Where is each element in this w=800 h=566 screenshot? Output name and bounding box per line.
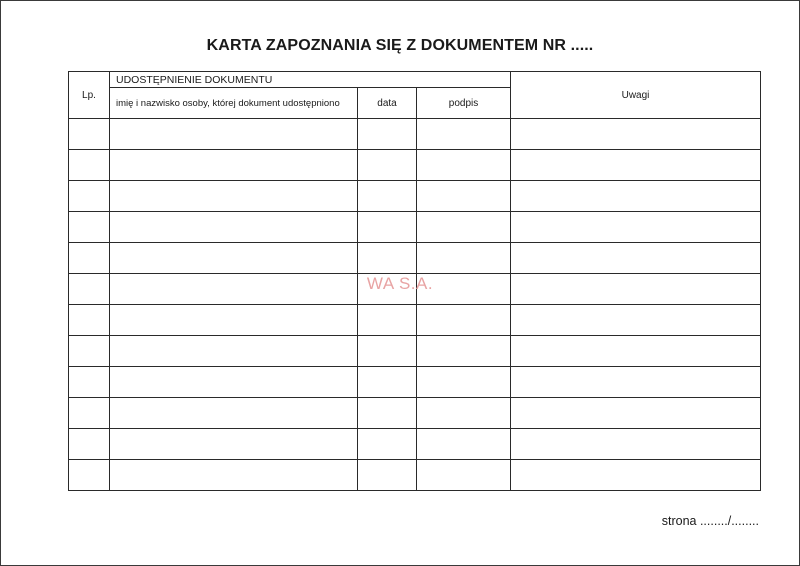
cell-lp[interactable] bbox=[69, 367, 110, 398]
table-row bbox=[69, 212, 761, 243]
cell-lp[interactable] bbox=[69, 398, 110, 429]
cell-remarks[interactable] bbox=[511, 181, 761, 212]
cell-lp[interactable] bbox=[69, 460, 110, 491]
table-row bbox=[69, 119, 761, 150]
cell-person-name[interactable] bbox=[110, 181, 358, 212]
table-row bbox=[69, 150, 761, 181]
table-row bbox=[69, 243, 761, 274]
cell-signature[interactable] bbox=[417, 429, 511, 460]
cell-signature[interactable] bbox=[417, 460, 511, 491]
cell-date[interactable] bbox=[358, 429, 417, 460]
header-date: data bbox=[358, 88, 417, 119]
cell-lp[interactable] bbox=[69, 305, 110, 336]
cell-date[interactable] bbox=[358, 305, 417, 336]
page-number-field: strona ......../........ bbox=[661, 514, 759, 528]
cell-date[interactable] bbox=[358, 150, 417, 181]
cell-person-name[interactable] bbox=[110, 243, 358, 274]
cell-remarks[interactable] bbox=[511, 150, 761, 181]
cell-person-name[interactable] bbox=[110, 429, 358, 460]
watermark: WA S.A. bbox=[366, 274, 434, 293]
cell-remarks[interactable] bbox=[511, 398, 761, 429]
cell-remarks[interactable] bbox=[511, 212, 761, 243]
cell-date[interactable] bbox=[358, 181, 417, 212]
cell-signature[interactable] bbox=[417, 181, 511, 212]
header-document-sharing: UDOSTĘPNIENIE DOKUMENTU bbox=[110, 72, 511, 88]
cell-signature[interactable] bbox=[417, 150, 511, 181]
cell-person-name[interactable] bbox=[110, 150, 358, 181]
header-person-name: imię i nazwisko osoby, której dokument udostępniono bbox=[110, 88, 358, 119]
cell-date[interactable] bbox=[358, 367, 417, 398]
table-row bbox=[69, 460, 761, 491]
cell-date[interactable] bbox=[358, 243, 417, 274]
cell-person-name[interactable] bbox=[110, 398, 358, 429]
cell-lp[interactable] bbox=[69, 181, 110, 212]
cell-signature[interactable] bbox=[417, 305, 511, 336]
cell-person-name[interactable] bbox=[110, 367, 358, 398]
table-row bbox=[69, 181, 761, 212]
cell-lp[interactable] bbox=[69, 212, 110, 243]
cell-person-name[interactable] bbox=[110, 305, 358, 336]
cell-lp[interactable] bbox=[69, 429, 110, 460]
cell-date[interactable] bbox=[358, 212, 417, 243]
cell-person-name[interactable] bbox=[110, 212, 358, 243]
header-signature: podpis bbox=[417, 88, 511, 119]
cell-date[interactable] bbox=[358, 119, 417, 150]
cell-signature[interactable] bbox=[417, 336, 511, 367]
cell-lp[interactable] bbox=[69, 119, 110, 150]
cell-person-name[interactable] bbox=[110, 119, 358, 150]
cell-signature[interactable] bbox=[417, 212, 511, 243]
cell-date[interactable] bbox=[358, 398, 417, 429]
header-remarks: Uwagi bbox=[511, 72, 761, 119]
cell-remarks[interactable] bbox=[511, 367, 761, 398]
cell-remarks[interactable] bbox=[511, 460, 761, 491]
cell-person-name[interactable] bbox=[110, 336, 358, 367]
cell-signature[interactable] bbox=[417, 367, 511, 398]
table-row bbox=[69, 305, 761, 336]
cell-remarks[interactable] bbox=[511, 429, 761, 460]
header-lp: Lp. bbox=[69, 72, 110, 119]
document-title: KARTA ZAPOZNANIA SIĘ Z DOKUMENTEM NR ..... bbox=[206, 37, 594, 54]
table-row bbox=[69, 336, 761, 367]
cell-remarks[interactable] bbox=[511, 336, 761, 367]
cell-lp[interactable] bbox=[69, 336, 110, 367]
cell-date[interactable] bbox=[358, 336, 417, 367]
table-row bbox=[69, 367, 761, 398]
cell-signature[interactable] bbox=[417, 243, 511, 274]
cell-lp[interactable] bbox=[69, 150, 110, 181]
cell-date[interactable] bbox=[358, 460, 417, 491]
cell-remarks[interactable] bbox=[511, 243, 761, 274]
header-row-group bbox=[69, 72, 761, 88]
cell-remarks[interactable] bbox=[511, 119, 761, 150]
table-row bbox=[69, 429, 761, 460]
cell-signature[interactable] bbox=[417, 398, 511, 429]
cell-signature[interactable] bbox=[417, 119, 511, 150]
table-row bbox=[69, 398, 761, 429]
cell-lp[interactable] bbox=[69, 243, 110, 274]
cell-remarks[interactable] bbox=[511, 305, 761, 336]
cell-person-name[interactable] bbox=[110, 460, 358, 491]
